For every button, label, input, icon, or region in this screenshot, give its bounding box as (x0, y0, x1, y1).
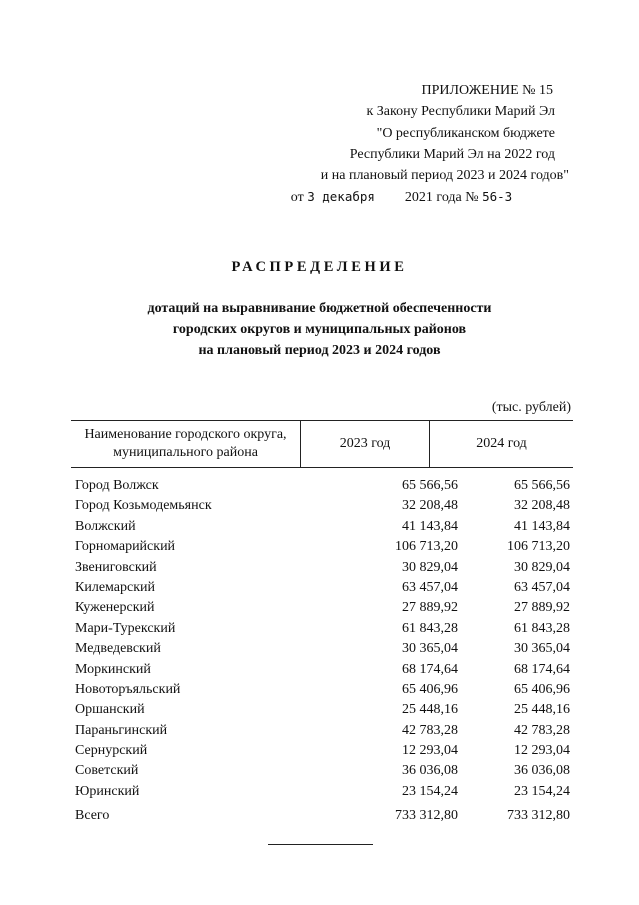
row-value-2024: 41 143,84 (514, 518, 570, 534)
row-value-2023: 61 843,28 (402, 620, 458, 636)
row-name: Город Козьмодемьянск (75, 498, 212, 514)
row-name: Куженерский (75, 600, 155, 616)
table-row (71, 782, 573, 802)
row-value-2023: 30 829,04 (402, 559, 458, 575)
total-2024: 733 312,80 (507, 808, 570, 823)
table-row (71, 558, 573, 578)
table-row (71, 598, 573, 618)
row-value-2024: 23 154,24 (514, 783, 570, 799)
annex-number-handwritten: 56-З (482, 189, 513, 205)
table-row (71, 639, 573, 659)
table-row (71, 761, 573, 781)
row-value-2023: 41 143,84 (402, 518, 458, 534)
subtitle-line-3: на плановый период 2023 и 2024 годов (198, 343, 441, 358)
row-value-2024: 27 889,92 (514, 600, 570, 616)
row-name: Новоторъяльский (75, 681, 181, 697)
row-name: Сернурский (75, 743, 148, 759)
distribution-table-header (71, 420, 573, 468)
row-value-2024: 61 843,28 (514, 620, 570, 636)
total-label: Всего (75, 808, 110, 823)
header-2024: 2024 год (430, 421, 574, 468)
row-name: Мари-Турекский (75, 620, 176, 636)
row-name: Моркинский (75, 661, 151, 677)
row-value-2024: 36 036,08 (514, 763, 570, 779)
table-row (71, 741, 573, 761)
annex-law-name-2: Республики Марий Эл на 2022 год (349, 146, 555, 162)
row-value-2024: 32 208,48 (514, 498, 570, 514)
annex-law-name-3: и на плановый период 2023 и 2024 годов" (320, 168, 569, 184)
row-value-2023: 63 457,04 (402, 579, 458, 595)
row-value-2023: 68 174,64 (402, 661, 458, 677)
table-row (71, 619, 573, 639)
table-row (71, 537, 573, 557)
row-value-2024: 106 713,20 (507, 539, 570, 555)
annex-year-label: 2021 года № (404, 190, 479, 206)
row-name: Оршанский (75, 702, 145, 718)
table-row (71, 476, 573, 496)
header-2023: 2023 год (301, 421, 430, 468)
annex-date-line (291, 186, 569, 208)
row-value-2023: 65 566,56 (402, 478, 458, 493)
row-value-2024: 65 566,56 (514, 478, 570, 493)
row-value-2023: 65 406,96 (402, 681, 458, 697)
row-name: Килемарский (75, 579, 156, 595)
table-total-row (71, 808, 573, 824)
document-title: РАСПРЕДЕЛЕНИЕ (231, 259, 408, 275)
row-value-2023: 23 154,24 (402, 783, 458, 799)
row-name: Волжский (75, 518, 136, 534)
annex-from-label: от (290, 190, 304, 206)
row-value-2023: 32 208,48 (402, 498, 458, 514)
row-value-2024: 42 783,28 (514, 722, 570, 738)
row-value-2024: 63 457,04 (514, 579, 570, 595)
table-row (71, 496, 573, 516)
annex-date-handwritten: 3 декабря (307, 189, 375, 205)
row-value-2024: 30 829,04 (514, 559, 570, 575)
row-name: Советский (75, 763, 139, 779)
annex-title: ПРИЛОЖЕНИЕ № 15 (421, 83, 553, 98)
row-name: Город Волжск (75, 478, 159, 493)
table-row (71, 700, 573, 720)
subtitle-line-1: дотаций на выравнивание бюджетной обеспеченности (147, 301, 492, 316)
row-name: Горномарийский (75, 539, 176, 555)
closing-rule (268, 844, 373, 845)
row-value-2023: 36 036,08 (402, 763, 458, 779)
row-value-2023: 12 293,04 (402, 743, 458, 759)
units-label: (тыс. рублей) (491, 400, 571, 415)
row-name: Медведевский (75, 641, 161, 657)
row-value-2024: 25 448,16 (514, 702, 570, 718)
row-value-2023: 106 713,20 (395, 539, 458, 555)
table-row (71, 660, 573, 680)
total-2023: 733 312,80 (395, 808, 458, 823)
row-value-2024: 65 406,96 (514, 681, 570, 697)
row-name: Параньгинский (75, 722, 168, 738)
row-value-2023: 27 889,92 (402, 600, 458, 616)
row-value-2023: 42 783,28 (402, 722, 458, 738)
table-row (71, 680, 573, 700)
table-body (71, 476, 573, 802)
row-value-2024: 68 174,64 (514, 661, 570, 677)
annex-law-ref: к Закону Республики Марий Эл (366, 104, 555, 120)
table-row (71, 578, 573, 598)
row-value-2024: 30 365,04 (514, 641, 570, 657)
row-name: Звениговский (75, 559, 157, 575)
row-value-2023: 25 448,16 (402, 702, 458, 718)
row-value-2023: 30 365,04 (402, 641, 458, 657)
row-name: Юринский (75, 783, 140, 799)
header-name: Наименование городского округа, муниципального района (71, 421, 301, 468)
document-subtitle (0, 298, 639, 361)
table-row (71, 517, 573, 537)
annex-header (290, 80, 569, 209)
row-value-2024: 12 293,04 (514, 743, 570, 759)
annex-law-name-1: "О республиканском бюджете (376, 125, 555, 141)
subtitle-line-2: городских округов и муниципальных районов (172, 322, 467, 337)
table-row (71, 721, 573, 741)
